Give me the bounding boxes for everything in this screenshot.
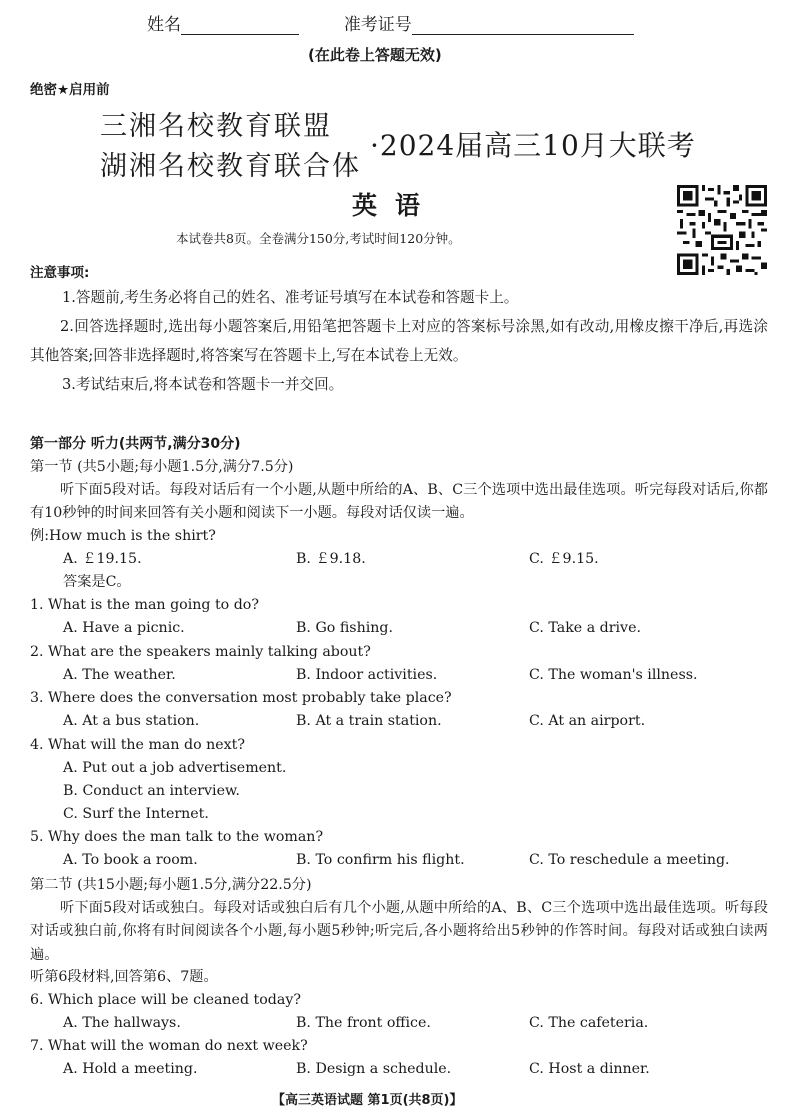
exam-title: ·2024届高三10月大联考 [370, 129, 696, 162]
q7-option-b: B. Design a schedule. [296, 1061, 452, 1077]
q5-option-b: B. To confirm his flight. [296, 852, 465, 868]
example-question: 例:How much is the shirt? [30, 528, 216, 544]
exam-number-field[interactable] [412, 16, 634, 35]
name-label: 姓名 [147, 15, 181, 35]
q4-option-c: C. Surf the Internet. [63, 806, 209, 822]
q7-option-a: A. Hold a meeting. [63, 1061, 198, 1077]
qr-code-image [677, 185, 767, 275]
q1-option-a: A. Have a picnic. [63, 620, 185, 636]
q6-option-a: A. The hallways. [63, 1015, 181, 1031]
part1-heading: 第一部分 听力(共两节,满分30分) [30, 436, 241, 452]
note-item-2: 2.回答选择题时,选出每小题答案后,用铅笔把答题卡上对应的答案标号涂黑,如有改动,用橡皮擦干净后,再选涂其他答案;回答非选择题时,将答案写在答题卡上,写在本试卷上无效。 [30, 318, 768, 364]
org-name-2: 湖湘名校教育联合体 [100, 151, 361, 182]
question-6: 6. Which place will be cleaned today? [30, 992, 301, 1008]
q2-option-a: A. The weather. [63, 667, 176, 683]
question-1: 1. What is the man going to do? [30, 597, 259, 613]
example-option-b: B. ￡9.18. [296, 551, 366, 567]
header-row [147, 10, 634, 35]
material-6-note: 听第6段材料,回答第6、7题。 [30, 969, 218, 985]
notes-heading: 注意事项: [30, 265, 90, 281]
section2-heading: 第二节 (共15小题;每小题1.5分,满分22.5分) [30, 877, 312, 893]
question-2: 2. What are the speakers mainly talking about? [30, 644, 371, 660]
exam-info: 本试卷共8页。全卷满分150分,考试时间120分钟。 [176, 231, 461, 246]
q3-option-c: C. At an airport. [529, 713, 646, 729]
q6-option-c: C. The cafeteria. [529, 1015, 649, 1031]
question-5: 5. Why does the man talk to the woman? [30, 829, 324, 845]
page-footer: 【高三英语试题 第1页(共8页)】 [272, 1093, 463, 1108]
q5-option-a: A. To book a room. [63, 852, 198, 868]
question-4: 4. What will the man do next? [30, 737, 245, 753]
note-item-1: 1.答题前,考生务必将自己的姓名、准考证号填写在本试卷和答题卡上。 [62, 289, 519, 306]
subject-title: 英语 [352, 191, 439, 220]
question-7: 7. What will the woman do next week? [30, 1038, 308, 1054]
name-field[interactable] [181, 16, 299, 35]
q6-option-b: B. The front office. [296, 1015, 431, 1031]
exam-number-label: 准考证号 [343, 15, 412, 35]
q3-option-b: B. At a train station. [296, 713, 442, 729]
note-item-3: 3.考试结束后,将本试卷和答题卡一并交回。 [62, 376, 344, 393]
q5-option-c: C. To reschedule a meeting. [529, 852, 730, 868]
q4-option-a: A. Put out a job advertisement. [63, 760, 287, 776]
example-option-c: C. ￡9.15. [529, 551, 599, 567]
q2-option-c: C. The woman's illness. [529, 667, 698, 683]
example-option-a: A. ￡19.15. [63, 551, 142, 567]
secrecy-mark: 绝密★启用前 [30, 82, 110, 98]
q1-option-b: B. Go fishing. [296, 620, 393, 636]
section2-instructions: 听下面5段对话或独白。每段对话或独白后有几个小题,从题中所给的A、B、C三个选项中选出最佳选项。听每段对话或独白前,你将有时间阅读各个小题,每小题5秒钟;听完后,各小题将给出5秒钟的作答时间。每段对话或独白读两遍。 [30, 900, 768, 963]
q7-option-c: C. Host a dinner. [529, 1061, 650, 1077]
section1-heading: 第一节 (共5小题;每小题1.5分,满分7.5分) [30, 459, 294, 475]
org-name-1: 三湘名校教育联盟 [100, 111, 332, 142]
question-3: 3. Where does the conversation most probably take place? [30, 690, 452, 706]
example-answer: 答案是C。 [63, 574, 131, 590]
q3-option-a: A. At a bus station. [63, 713, 200, 729]
invalid-note: (在此卷上答题无效) [308, 46, 442, 64]
q2-option-b: B. Indoor activities. [296, 667, 438, 683]
section1-instructions: 听下面5段对话。每段对话后有一个小题,从题中所给的A、B、C三个选项中选出最佳选项。听完每段对话后,你都有10秒钟的时间来回答有关小题和阅读下一小题。每段对话仅读一遍。 [30, 482, 768, 522]
q4-option-b: B. Conduct an interview. [63, 783, 240, 799]
q1-option-c: C. Take a drive. [529, 620, 641, 636]
